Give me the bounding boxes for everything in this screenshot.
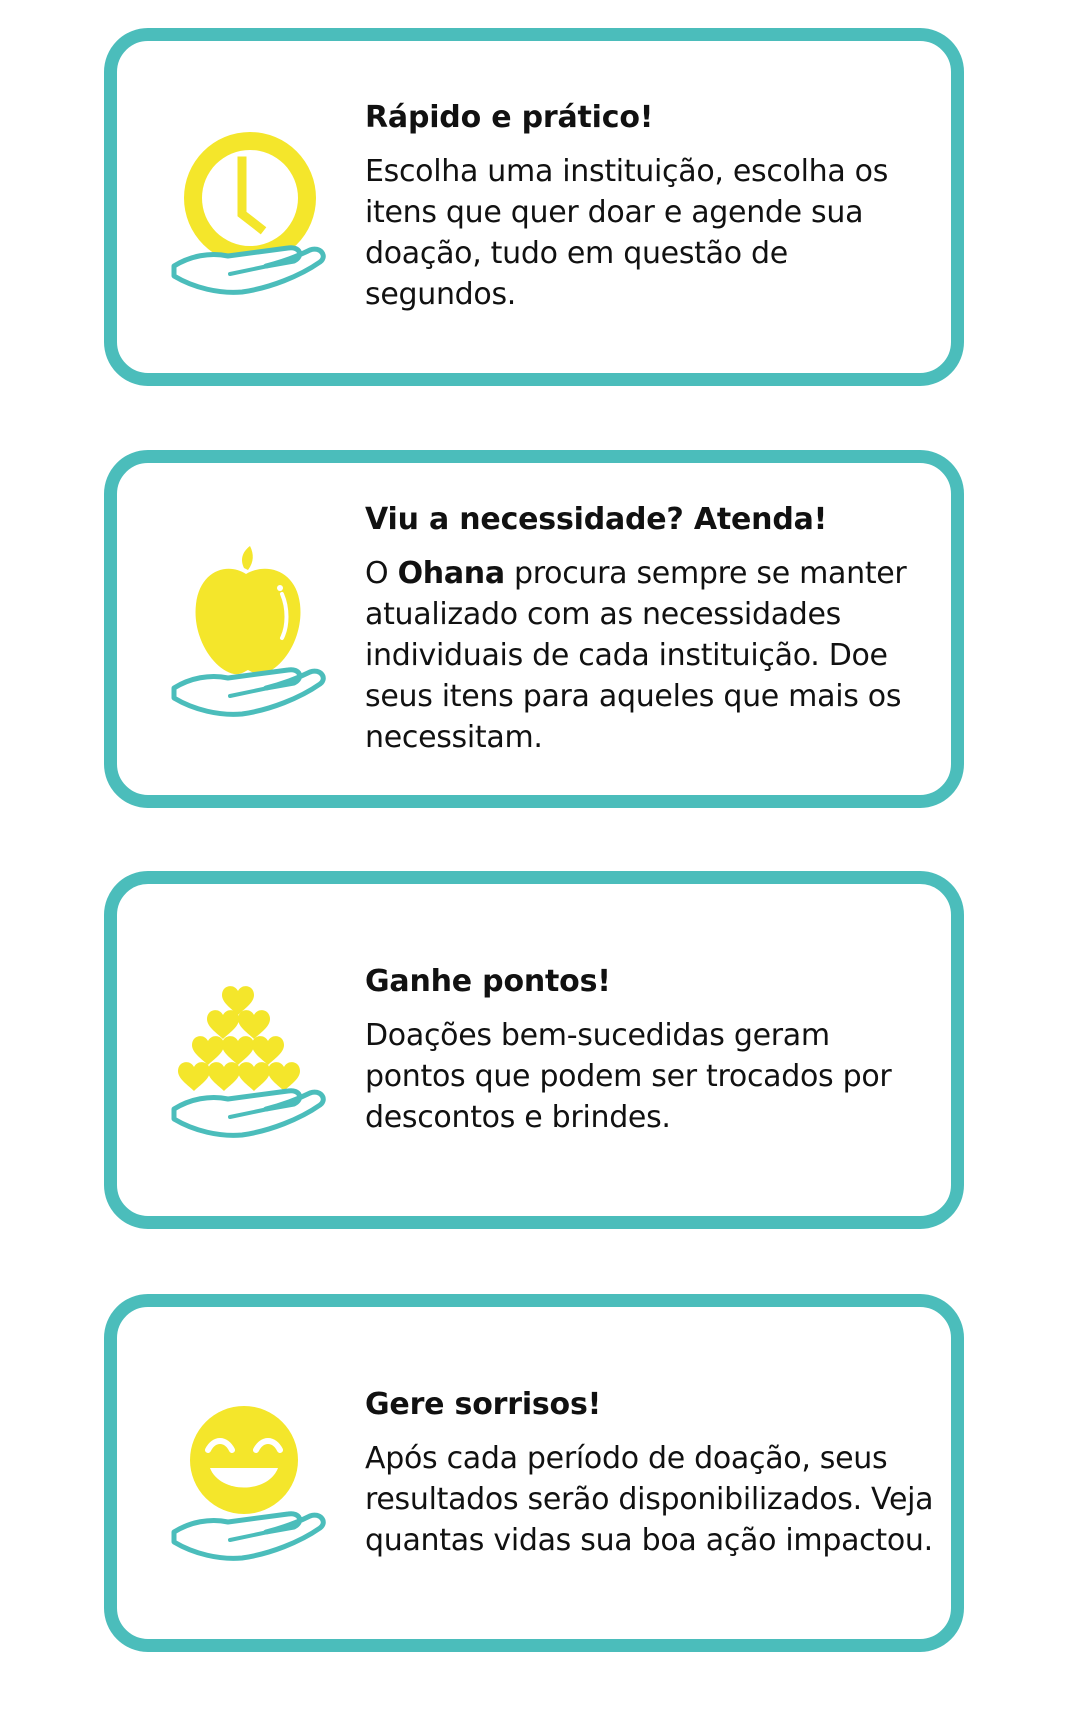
- smile-in-hand-icon: [170, 1382, 340, 1572]
- card-title: Rápido e prático!: [365, 100, 654, 135]
- clock-icon: [170, 116, 340, 306]
- feature-card-needs: [104, 450, 964, 808]
- feature-card-fast: [104, 28, 964, 386]
- card-description: Após cada período de doação, seus resultados serão disponibilizados. Veja quantas vidas sua boa ação impactou.: [365, 1440, 934, 1558]
- feature-card-points: [104, 871, 964, 1229]
- hearts-in-hand-icon: [170, 959, 340, 1149]
- card-description: Doações bem-sucedidas geram pontos que podem ser trocados por descontos e brindes.: [365, 1017, 892, 1135]
- card-description: Escolha uma instituição, escolha os itens que quer doar e agende sua doação, tudo em questão de segundos.: [365, 154, 889, 312]
- feature-card-smiles: [104, 1294, 964, 1652]
- card-title: Viu a necessidade? Atenda!: [365, 501, 828, 537]
- brand-name: Ohana: [397, 555, 505, 591]
- hearts-icon: [170, 959, 340, 1149]
- apple-icon: [170, 538, 340, 728]
- apple-in-hand-icon: [170, 538, 340, 728]
- description-suffix: procura sempre se manter atualizado com as necessidades individuais de cada instituição. Doe seus itens para aqueles que mais os necessitam.: [365, 555, 907, 755]
- card-description: [365, 553, 935, 758]
- description-prefix: O: [365, 555, 398, 591]
- clock-in-hand-icon: [170, 116, 340, 306]
- card-title: Ganhe pontos!: [365, 963, 611, 999]
- card-title: Gere sorrisos!: [365, 1386, 602, 1422]
- smile-icon: [170, 1382, 340, 1572]
